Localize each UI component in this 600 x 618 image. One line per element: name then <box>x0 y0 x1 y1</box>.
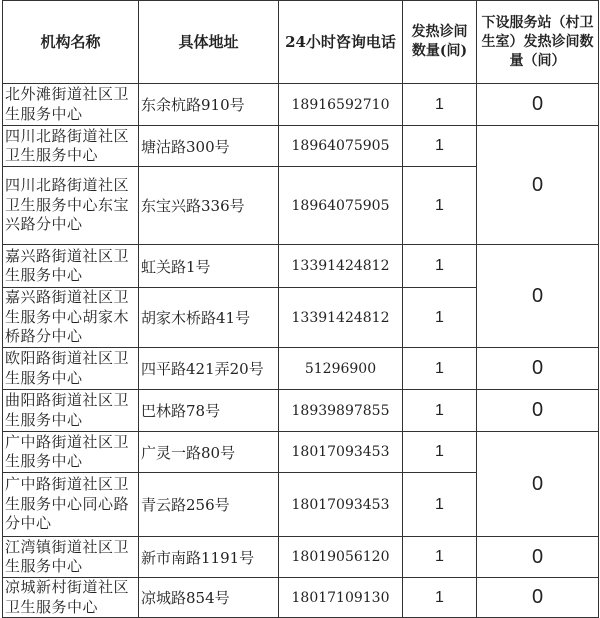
cell-address: 四平路421弄20号 <box>139 348 279 390</box>
cell-name: 嘉兴路街道社区卫生服务中心 <box>3 245 139 288</box>
table-row <box>3 390 599 432</box>
table-row <box>3 537 599 578</box>
cell-fever-clinics: 1 <box>403 84 477 126</box>
table-row <box>3 245 599 288</box>
cell-name: 广中路街道社区卫生服务中心同心路分中心 <box>3 473 139 537</box>
cell-sub-station-clinics: 0 <box>477 432 599 537</box>
cell-name: 欧阳路街道社区卫生服务中心 <box>3 348 139 390</box>
cell-name: 北外滩街道社区卫生服务中心 <box>3 84 139 126</box>
cell-phone: 51296900 <box>279 348 403 390</box>
fever-clinic-table <box>2 0 599 618</box>
cell-phone: 18939897855 <box>279 390 403 432</box>
cell-name: 四川北路街道社区卫生服务中心东宝兴路分中心 <box>3 167 139 245</box>
cell-phone: 18017093453 <box>279 473 403 537</box>
cell-fever-clinics: 1 <box>403 245 477 288</box>
cell-phone: 18964075905 <box>279 167 403 245</box>
cell-sub-station-clinics: 0 <box>477 348 599 390</box>
cell-name: 嘉兴路街道社区卫生服务中心胡家木桥路分中心 <box>3 288 139 348</box>
cell-address: 胡家木桥路41号 <box>139 288 279 348</box>
cell-address: 东宝兴路336号 <box>139 167 279 245</box>
cell-name: 江湾镇街道社区卫生服务中心 <box>3 537 139 578</box>
cell-fever-clinics: 1 <box>403 390 477 432</box>
cell-phone: 13391424812 <box>279 245 403 288</box>
cell-address: 新市南路1191号 <box>139 537 279 578</box>
cell-address: 凉城路854号 <box>139 578 279 618</box>
table-row <box>3 432 599 473</box>
cell-phone: 18017109130 <box>279 578 403 618</box>
cell-address: 虹关路1号 <box>139 245 279 288</box>
cell-fever-clinics: 1 <box>403 126 477 167</box>
cell-fever-clinics: 1 <box>403 473 477 537</box>
cell-name: 凉城新村街道社区卫生服务中心 <box>3 578 139 618</box>
cell-phone: 18017093453 <box>279 432 403 473</box>
cell-fever-clinics: 1 <box>403 432 477 473</box>
header-address: 具体地址 <box>139 1 279 84</box>
cell-sub-station-clinics: 0 <box>477 126 599 245</box>
header-row <box>3 1 599 84</box>
header-fever-clinics: 发热诊间数量(间) <box>403 1 477 84</box>
cell-address: 东余杭路910号 <box>139 84 279 126</box>
cell-sub-station-clinics: 0 <box>477 537 599 578</box>
table-row <box>3 578 599 618</box>
cell-fever-clinics: 1 <box>403 167 477 245</box>
table-row <box>3 126 599 167</box>
header-name: 机构名称 <box>3 1 139 84</box>
cell-address: 塘沽路300号 <box>139 126 279 167</box>
cell-fever-clinics: 1 <box>403 537 477 578</box>
cell-phone: 18916592710 <box>279 84 403 126</box>
cell-sub-station-clinics: 0 <box>477 245 599 348</box>
cell-phone: 18019056120 <box>279 537 403 578</box>
cell-address: 巴林路78号 <box>139 390 279 432</box>
header-sub-station-clinics: 下设服务站（村卫生室）发热诊间数量（间） <box>477 1 599 84</box>
cell-sub-station-clinics: 0 <box>477 390 599 432</box>
cell-sub-station-clinics: 0 <box>477 84 599 126</box>
cell-sub-station-clinics: 0 <box>477 578 599 618</box>
cell-name: 曲阳路街道社区卫生服务中心 <box>3 390 139 432</box>
cell-fever-clinics: 1 <box>403 578 477 618</box>
cell-phone: 13391424812 <box>279 288 403 348</box>
cell-fever-clinics: 1 <box>403 348 477 390</box>
table-row <box>3 84 599 126</box>
cell-fever-clinics: 1 <box>403 288 477 348</box>
table-row <box>3 348 599 390</box>
cell-address: 青云路256号 <box>139 473 279 537</box>
cell-name: 四川北路街道社区卫生服务中心 <box>3 126 139 167</box>
cell-phone: 18964075905 <box>279 126 403 167</box>
cell-address: 广灵一路80号 <box>139 432 279 473</box>
header-phone: 24小时咨询电话 <box>279 1 403 84</box>
cell-name: 广中路街道社区卫生服务中心 <box>3 432 139 473</box>
